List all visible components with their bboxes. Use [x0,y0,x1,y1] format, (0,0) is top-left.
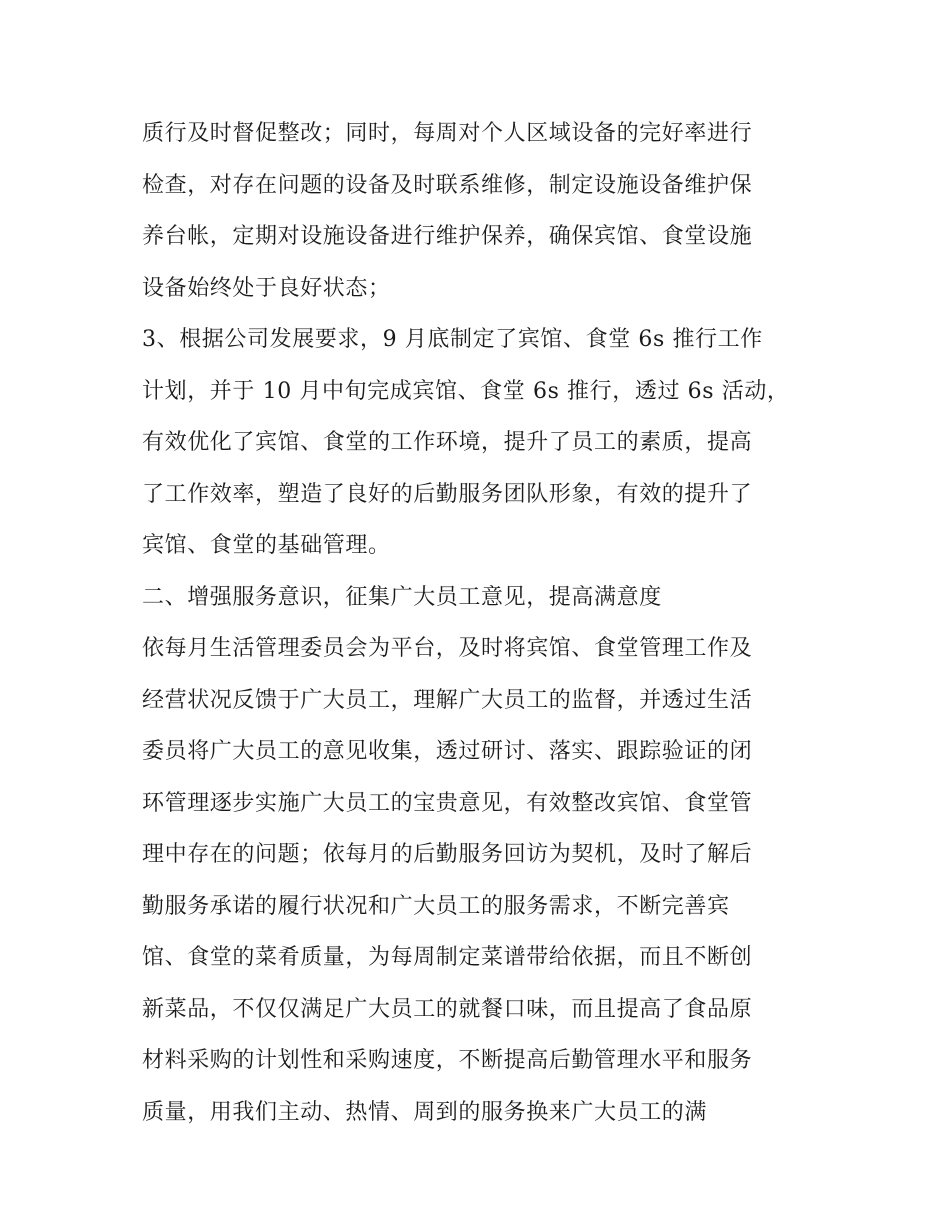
text-line: 养台帐，定期对设施设备进行维护保养，确保宾馆、食堂设施 [142,224,753,249]
text-line: 新菜品，不仅仅满足广大员工的就餐口味，而且提高了食品原 [142,996,753,1022]
text-line: 环管理逐步实施广大员工的宝贵意见，有效整改宾馆、食堂管 [142,790,753,816]
body-text [142,108,822,1138]
text-line: 计划，并于 10 月中旬完成宾馆、食堂 6s 推行，透过 6s 活动， [142,378,790,404]
text-line: 质行及时督促整改；同时，每周对个人区域设备的完好率进行 [142,121,753,146]
text-line: 质量，用我们主动、热情、周到的服务换来广大员工的满 [142,1099,708,1125]
text-line: 依每月生活管理委员会为平台，及时将宾馆、食堂管理工作及 [142,636,753,661]
text-line: 有效优化了宾馆、食堂的工作环境，提升了员工的素质，提高 [142,430,753,455]
text-line: 经营状况反馈于广大员工，理解广大员工的监督，并透过生活 [142,687,753,713]
text-line: 检查，对存在问题的设备及时联系维修，制定设施设备维护保 [142,172,753,198]
text-line: 委员将广大员工的意见收集，透过研讨、落实、跟踪验证的闭 [142,739,753,764]
text-line: 理中存在的问题；依每月的后勤服务回访为契机，及时了解后 [142,842,753,867]
text-line: 3、根据公司发展要求，9 月底制定了宾馆、食堂 6s 推行工作 [142,327,763,352]
text-line: 馆、食堂的菜肴质量，为每周制定菜谱带给依据，而且不断创 [142,945,753,970]
text-line: 设备始终处于良好状态； [142,275,391,301]
text-line: 宾馆、食堂的基础管理。 [142,533,391,558]
text-line: 勤服务承诺的履行状况和广大员工的服务需求，不断完善宾 [142,893,730,919]
section-heading: 二、增强服务意识，征集广大员工意见，提高满意度 [142,584,662,610]
text-line: 了工作效率，塑造了良好的后勤服务团队形象，有效的提升了 [142,481,753,507]
text-line: 材料采购的计划性和采购速度，不断提高后勤管理水平和服务 [142,1048,753,1073]
